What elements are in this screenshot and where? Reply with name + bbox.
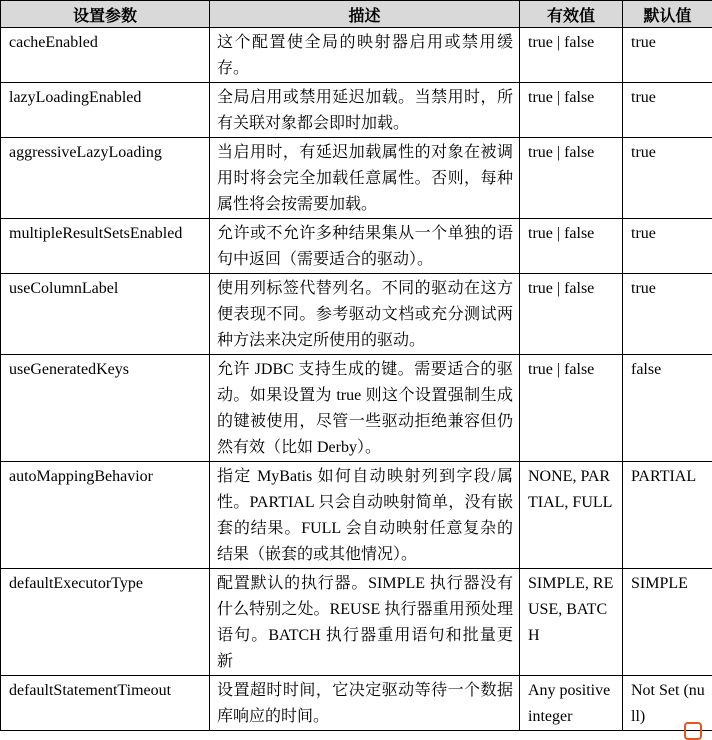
param-name: lazyLoadingEnabled xyxy=(1,83,210,138)
param-name: autoMappingBehavior xyxy=(1,462,210,569)
header-param: 设置参数 xyxy=(1,1,210,28)
param-name: defaultStatementTimeout xyxy=(1,676,210,731)
param-default: PARTIAL xyxy=(623,462,712,569)
param-description: 全局启用或禁用延迟加载。当禁用时，所有关联对象都会即时加载。 xyxy=(210,83,520,138)
header-description: 描述 xyxy=(210,1,520,28)
param-valid-values: true | false xyxy=(520,28,623,83)
param-default: true xyxy=(623,83,712,138)
param-valid-values: Any positive integer xyxy=(520,676,623,731)
table-row xyxy=(1,355,712,462)
param-default: SIMPLE xyxy=(623,569,712,676)
param-name: defaultExecutorType xyxy=(1,569,210,676)
param-description: 使用列标签代替列名。不同的驱动在这方便表现不同。参考驱动文档或充分测试两种方法来决定所使用的驱动。 xyxy=(210,274,520,355)
table-row xyxy=(1,28,712,83)
table-row xyxy=(1,676,712,731)
table-row xyxy=(1,83,712,138)
param-description: 允许或不允许多种结果集从一个单独的语句中返回（需要适合的驱动）。 xyxy=(210,219,520,274)
param-description: 设置超时时间，它决定驱动等待一个数据库响应的时间。 xyxy=(210,676,520,731)
param-default: true xyxy=(623,138,712,219)
table-row xyxy=(1,569,712,676)
table-row xyxy=(1,138,712,219)
param-default: true xyxy=(623,274,712,355)
param-description: 配置默认的执行器。SIMPLE 执行器没有什么特别之处。REUSE 执行器重用预处理语句。BATCH 执行器重用语句和批量更新 xyxy=(210,569,520,676)
param-name: useGeneratedKeys xyxy=(1,355,210,462)
param-valid-values: true | false xyxy=(520,83,623,138)
param-default: Not Set (null) xyxy=(623,676,712,731)
param-description: 当启用时，有延迟加载属性的对象在被调用时将会完全加载任意属性。否则，每种属性将会按需要加载。 xyxy=(210,138,520,219)
param-valid-values: true | false xyxy=(520,138,623,219)
param-default: true xyxy=(623,219,712,274)
param-name: aggressiveLazyLoading xyxy=(1,138,210,219)
header-valid-values: 有效值 xyxy=(520,1,623,28)
param-description: 指定 MyBatis 如何自动映射列到字段/属性。PARTIAL 只会自动映射简单，没有嵌套的结果。FULL 会自动映射任意复杂的结果（嵌套的或其他情况）。 xyxy=(210,462,520,569)
param-valid-values: NONE, PARTIAL, FULL xyxy=(520,462,623,569)
header-row xyxy=(1,1,712,28)
param-name: useColumnLabel xyxy=(1,274,210,355)
param-valid-values: true | false xyxy=(520,355,623,462)
table-row xyxy=(1,219,712,274)
param-description: 允许 JDBC 支持生成的键。需要适合的驱动。如果设置为 true 则这个设置强制生成的键被使用，尽管一些驱动拒绝兼容但仍然有效（比如 Derby）。 xyxy=(210,355,520,462)
table-row xyxy=(1,462,712,569)
param-default: false xyxy=(623,355,712,462)
param-valid-values: SIMPLE, REUSE, BATCH xyxy=(520,569,623,676)
corner-logo-icon xyxy=(684,722,702,740)
table-row xyxy=(1,274,712,355)
header-default-value: 默认值 xyxy=(623,1,712,28)
param-name: cacheEnabled xyxy=(1,28,210,83)
param-name: multipleResultSetsEnabled xyxy=(1,219,210,274)
param-valid-values: true | false xyxy=(520,219,623,274)
param-default: true xyxy=(623,28,712,83)
param-valid-values: true | false xyxy=(520,274,623,355)
param-description: 这个配置使全局的映射器启用或禁用缓存。 xyxy=(210,28,520,83)
